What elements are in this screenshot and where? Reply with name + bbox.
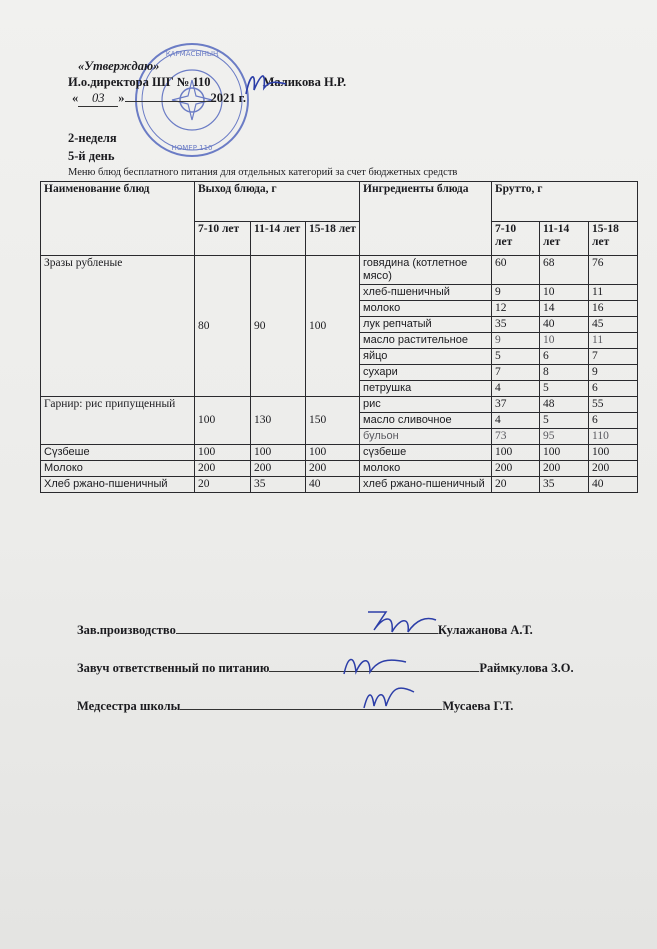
director-position: И.о.директора ШГ № 110 (68, 75, 211, 89)
day-label: 5-й день (68, 149, 115, 163)
signature-line-nurse: Медсестра школы Мусаева Г.Т. (77, 699, 514, 713)
table-row: Хлеб ржано-пшеничный 20 35 40 хлеб ржано-пшеничный 20 35 40 (41, 477, 638, 493)
approval-title: «Утверждаю» (78, 59, 160, 73)
menu-table: Наименование блюд Выход блюда, г Ингредиенты блюда Брутто, г 7-10 лет 11-14 лет 15-18 лет 7-10 лет 11-14 лет 15-18 лет Зразы рубленые 80 90 100 говядина (котлетное мясо) 60 68 76 хлеб-пшеничный 9 10 11 молоко 12 14 16 лук репчатый 35 40 45 масло растительное 9 10 11 яйцо 5 6 7 сухари 7 8 9 петрушка 4 5 6 Гарнир: рис припущенный 100 130 150 рис 37 48 55 масло сливочное 4 5 6 бульон 73 95 110 Сүзбеше 100 100 100 сүзбеше 100 100 100 Молоко 200 200 200 молоко 200 200 200 Хлеб ржано-пшеничный 20 35 40 хлеб ржано-пшеничный 20 35 40 (40, 181, 638, 493)
production-signature (360, 606, 440, 638)
table-row: сухари 7 8 9 (41, 365, 638, 381)
table-row: Молоко 200 200 200 молоко 200 200 200 (41, 461, 638, 477)
col-gross: Брутто, г (492, 182, 638, 222)
table-row: хлеб-пшеничный 9 10 11 (41, 285, 638, 301)
director-signature (240, 66, 290, 100)
col-yield: Выход блюда, г (195, 182, 360, 222)
col-ingredients: Ингредиенты блюда (360, 182, 492, 256)
col-dish-name: Наименование блюд (41, 182, 195, 256)
week-label: 2-неделя (68, 131, 117, 145)
table-row: молоко 12 14 16 (41, 301, 638, 317)
date-year: 2021 г. (210, 91, 247, 105)
table-row: Зразы рубленые 80 90 100 говядина (котлетное мясо) 60 68 76 (41, 256, 638, 285)
table-row: масло растительное 9 10 11 (41, 333, 638, 349)
document-page: ҚАРМАСЫНЫҢ НОМЕР 110 «Утверждаю» И.о.директора ШГ № 110 Маликова Н.Р. « 03 » 2021 г. 2-неделя 5-й день Меню блюд бесплатного питания для отдельных категорий за счет бюджетных средств Наименование блюд Выход блюда, г Ингредиенты блюда Брутто, г 7-10 лет 11-14 лет 15-18 лет 7-10 лет 11-14 лет 15-18 лет Зразы рубленые 80 90 100 говядина (котлетное мясо) 60 68 76 хлеб-пшеничный 9 10 11 молоко 12 14 16 лук репчатый 35 40 45 масло растительное 9 10 11 яйцо 5 6 7 сухари 7 8 9 петрушка 4 5 6 Гарнир: рис припущенный 100 130 150 рис 37 48 55 масло сливочное 4 5 6 бульон 73 95 110 Сүзбеше 100 100 100 сүзбеше 100 100 100 Молоко 200 200 200 молоко 200 200 200 Хлеб ржано-пшеничный 20 35 40 хлеб ржано-пшеничный 20 35 40 Зав.производство Кулажанова А.Т. Завуч ответственный по питанию Раймкулова З.О. Медсестра школы Мусаева Г.Т. (0, 0, 657, 949)
signature-line-nutrition: Завуч ответственный по питанию Раймкулова З.О. (77, 661, 574, 675)
table-row: бульон 73 95 110 (41, 429, 638, 445)
table-row: яйцо 5 6 7 (41, 349, 638, 365)
table-row: петрушка 4 5 6 (41, 381, 638, 397)
director-name: Маликова Н.Р. (262, 75, 347, 89)
table-row: Гарнир: рис припущенный 100 130 150 рис 37 48 55 (41, 397, 638, 413)
menu-caption: Меню блюд бесплатного питания для отдельных категорий за счет бюджетных средств (68, 167, 458, 178)
table-row: Сүзбеше 100 100 100 сүзбеше 100 100 100 (41, 445, 638, 461)
nurse-signature (358, 682, 418, 712)
svg-text:ҚАРМАСЫНЫҢ: ҚАРМАСЫНЫҢ (165, 50, 219, 58)
nutrition-signature (340, 650, 410, 678)
svg-text:НОМЕР 110: НОМЕР 110 (171, 144, 213, 152)
signature-line-production: Зав.производство Кулажанова А.Т. (77, 623, 533, 637)
table-row: масло сливочное 4 5 6 (41, 413, 638, 429)
date-day: 03 (78, 90, 118, 107)
table-row: лук репчатый 35 40 45 (41, 317, 638, 333)
